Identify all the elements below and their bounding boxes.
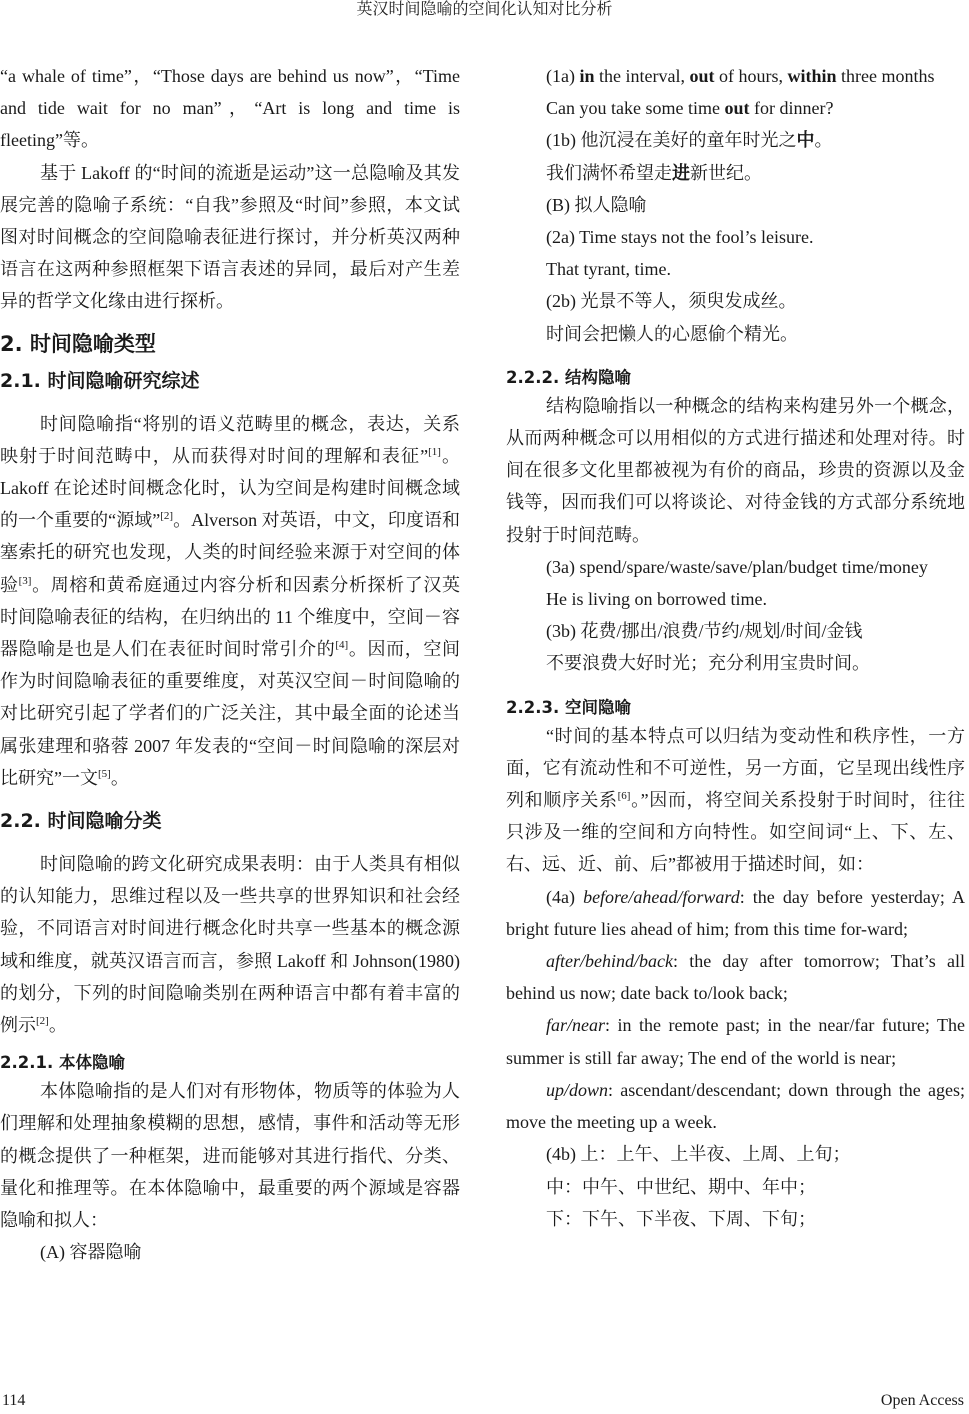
example-2b-2: 时间会把懒人的心愿偷个精光。 [546,323,798,344]
section-heading-2-2: 2.2. 时间隐喻分类 [0,810,162,833]
example-1b-2: 我们满怀希望走进新世纪。 [546,162,762,183]
citation[interactable]: [4] [335,639,349,652]
example-3b-2: 不要浪费大好时光；充分利用宝贵时间。 [546,653,870,674]
intro-paragraph-1: “a whale of time”，“Those days are behind us now”，“Time and tide wait for no man”，“Art is long and time is fleeting”等。 [0,66,460,151]
example-3a: (3a) spend/spare/waste/save/plan/budget time/money [546,556,928,577]
example-1a: (1a) in the interval, out of hours, within three months [546,66,935,86]
page-number: 114 [2,1392,26,1409]
section-heading-2: 2. 时间隐喻类型 [0,331,156,356]
right-column [506,60,965,1235]
citation[interactable]: [3] [18,574,32,587]
example-label-b: (B) 拟人隐喻 [546,194,647,215]
example-label-a: (A) 容器隐喻 [40,1242,142,1263]
section-heading-2-2-2: 2.2.2. 结构隐喻 [506,367,631,387]
example-2a-2: That tyrant, time. [546,259,671,280]
publisher-label: Open Access [880,1392,964,1409]
example-2a: (2a) Time stays not the fool’s leisure. [546,227,814,248]
example-4a-4: up/down: ascendant/descendant; down through the ages; move the meeting up a week. [506,1079,965,1133]
paragraph-2-2-2: 结构隐喻指以一种概念的结构来构建另外一个概念，从而两种概念可以用相似的方式进行描述和处理对待。时间在很多文化里都被视为有价的商品，珍贵的资源以及金钱等，因而我们可以将谈论、对待金钱的方式部分系统地投射于时间范畴。 [506,395,965,545]
paragraph-2-2-3: “时间的基本特点可以归结为变动性和秩序性，一方面，它有流动性和不可逆性，另一方面，它呈现出线性序列和顺序关系[6]。”因而，将空间关系投射于时间时，往往只涉及一维的空间和方向特性。如空间词“上、下、左、右、远、近、前、后”都被用于描述时间，如： [506,725,965,875]
citation[interactable]: [5] [98,767,111,780]
example-4b-3: 下：下午、下半夜、下周、下旬； [546,1208,816,1229]
example-1a-2: Can you take some time out for dinner? [546,98,834,119]
paragraph-2-2-1: 本体隐喻指的是人们对有形物体，物质等的体验为人们理解和处理抽象模糊的思想，感情，事件和活动等无形的概念提供了一种框架，进而能够对其进行指代、分类、量化和推理等。在本体隐喻中，最重要的两个源域是容器隐喻和拟人： [0,1081,460,1231]
section-heading-2-1: 2.1. 时间隐喻研究综述 [0,369,200,392]
example-4a-2: after/behind/back: the day after tomorrow; That’s all behind us now; date back to/look back; [506,951,965,1004]
example-1b: (1b) 他沉浸在美好的童年时光之中。 [546,130,833,151]
example-2b: (2b) 光景不等人，须臾发成丝。 [546,291,797,312]
example-4b-2: 中：中午、中世纪、期中、年中； [546,1176,816,1197]
intro-paragraph-2: 基于 Lakoff 的“时间的流逝是运动”这一总隐喻及其发展完善的隐喻子系统：“自我”参照及“时间”参照，本文试图对时间概念的空间隐喻表征进行探讨，并分析英汉两种语言在这两种参照框架下语言表述的异同，最后对产生差异的哲学文化缘由进行探析。 [0,162,460,312]
left-column [0,60,460,1269]
citation[interactable]: [2] [160,510,174,523]
section-heading-2-2-3: 2.2.3. 空间隐喻 [506,697,631,717]
running-title: 英汉时间隐喻的空间化认知对比分析 [356,1,613,18]
example-4a-3: far/near: in the remote past; in the near/far future; The summer is still far away; The end of the world is near; [506,1015,965,1068]
paragraph-2-1: 时间隐喻指“将别的语义范畴里的概念，表达，关系映射于时间范畴中，从而获得对时间的理解和表征”[1]。Lakoff 在论述时间概念化时，认为空间是构建时间概念域的一个重要的“源域”[2]。Alverson 对英语，中文，印度语和塞索托的研究也发现，人类的时间经验来源于对空间的体验[3]。周榕和黄希庭通过内容分析和因素分析探析了汉英时间隐喻表征的结构，在归纳出的 11 个维度中，空间－容器隐喻是也是人们在表征时间时常引介的[4]。因而，空间作为时间隐喻表征的重要维度，对英汉空间－时间隐喻的对比研究引起了学者们的广泛关注，其中最全面的论述当属张建理和骆蓉 2007 年发表的“空间－时间隐喻的深层对比研究”一文[5]。 [0,413,461,788]
citation[interactable]: [6] [617,790,631,803]
citation[interactable]: [2] [36,1015,49,1028]
example-4b: (4b) 上：上午、上半夜、上周、上旬； [546,1144,851,1165]
section-heading-2-2-1: 2.2.1. 本体隐喻 [0,1053,125,1073]
citation[interactable]: [1] [428,445,441,458]
example-3a-2: He is living on borrowed time. [546,589,767,610]
example-3b: (3b) 花费/挪出/浪费/节约/规划/时间/金钱 [546,621,863,642]
example-4a: (4a) before/ahead/forward: the day before yesterday; A bright future lies ahead of him; from this time for-ward; [506,886,966,939]
paragraph-2-2: 时间隐喻的跨文化研究成果表明：由于人类具有相似的认知能力，思维过程以及一些共享的世界知识和社会经验，不同语言对时间进行概念化时共享一些基本的概念源域和维度，就英汉语言而言，参照 Lakoff 和 Johnson(1980)的划分，下列的时间隐喻类别在两种语言中都有着丰富的例示[2]。 [0,854,460,1036]
